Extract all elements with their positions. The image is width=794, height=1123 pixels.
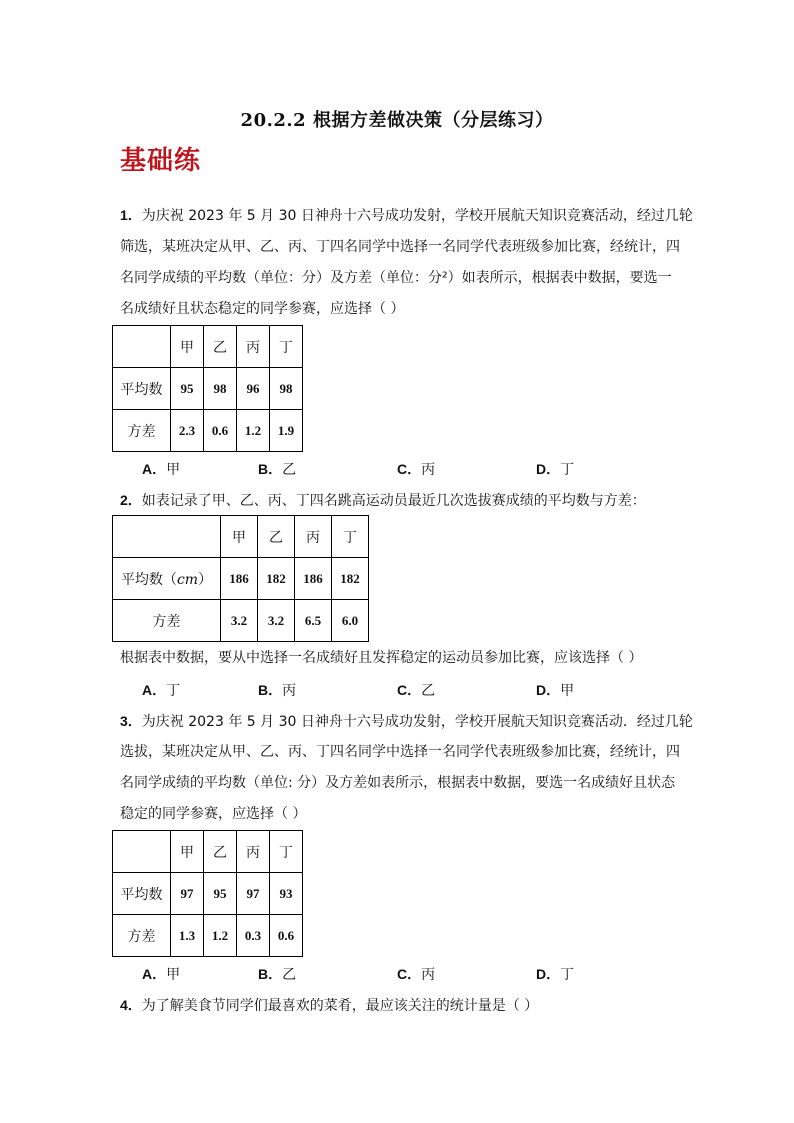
question-1-line-3: 名同学成绩的平均数（单位：分）及方差（单位：分²）如表所示，根据表中数据，要选一 — [120, 270, 672, 286]
option-b[interactable]: B．乙 — [258, 966, 297, 983]
table-cell: 95 — [171, 368, 204, 410]
table-cell: 乙 — [258, 516, 295, 558]
question-1-line-1: 1．为庆祝 2023 年 5 月 30 日神舟十六号成功发射，学校开展航天知识竞赛活动，经过几轮 — [120, 207, 693, 224]
table-cell: 182 — [332, 558, 369, 600]
option-c[interactable]: C．丙 — [397, 966, 436, 983]
table-row — [113, 873, 303, 915]
option-a[interactable]: A．甲 — [142, 461, 181, 478]
table-cell: 平均数 — [113, 873, 171, 915]
option-a[interactable]: A．丁 — [142, 682, 181, 699]
table-cell: 方差 — [113, 915, 171, 957]
unit-label: cm — [176, 571, 199, 588]
question-number: 3． — [120, 713, 142, 729]
table-cell: 93 — [270, 873, 303, 915]
table-cell: 98 — [270, 368, 303, 410]
question-number: 2． — [120, 492, 142, 508]
table-cell: 方差 — [113, 410, 171, 452]
table-cell: 3.2 — [221, 600, 258, 642]
table-cell: 丁 — [270, 326, 303, 368]
table-cell: 乙 — [204, 831, 237, 873]
table-cell: 丁 — [332, 516, 369, 558]
option-d[interactable]: D．甲 — [536, 682, 575, 699]
table-cell: 1.2 — [204, 915, 237, 957]
question-3-line-3: 名同学成绩的平均数（单位: 分）及方差如表所示，根据表中数据，要选一名成绩好且状态 — [120, 775, 676, 791]
table-cell: 丙 — [295, 516, 332, 558]
question-1-line-2: 筛选，某班决定从甲、乙、丙、丁四名同学中选择一名同学代表班级参加比赛，经统计，四 — [120, 239, 680, 255]
table-cell: 95 — [204, 873, 237, 915]
table-cell: 丁 — [270, 831, 303, 873]
option-c[interactable]: C．丙 — [397, 461, 436, 478]
option-b[interactable]: B．乙 — [258, 461, 297, 478]
table-cell: 0.6 — [204, 410, 237, 452]
option-b[interactable]: B．丙 — [258, 682, 297, 699]
table-cell: 3.2 — [258, 600, 295, 642]
table-row — [113, 915, 303, 957]
question-3-line-1: 3．为庆祝 2023 年 5 月 30 日神舟十六号成功发射，学校开展航天知识竞赛活动．经过几轮 — [120, 713, 693, 730]
question-2-after-text: 根据表中数据，要从中选择一名成绩好且发挥稳定的运动员参加比赛，应该选择（ ） — [120, 650, 643, 666]
page-title: 20.2.2 根据方差做决策（分层练习） — [240, 110, 554, 131]
table-cell — [113, 831, 171, 873]
table-cell: 182 — [258, 558, 295, 600]
question-number: 4． — [120, 997, 142, 1013]
option-d[interactable]: D．丁 — [536, 461, 575, 478]
table-cell: 平均数 — [113, 368, 171, 410]
question-1-line-4: 名成绩好且状态稳定的同学参赛，应选择（ ） — [120, 301, 405, 317]
table-cell: 2.3 — [171, 410, 204, 452]
table-row — [113, 410, 303, 452]
table-cell: 乙 — [204, 326, 237, 368]
table-row — [113, 368, 303, 410]
option-a[interactable]: A．甲 — [142, 966, 181, 983]
table-cell: 1.2 — [237, 410, 270, 452]
table-cell: 6.0 — [332, 600, 369, 642]
question-number: 1． — [120, 207, 142, 223]
table-cell: 方差 — [113, 600, 221, 642]
question-2-table — [112, 515, 369, 642]
table-cell: 0.6 — [270, 915, 303, 957]
table-header-row — [113, 831, 303, 873]
table-cell: 甲 — [221, 516, 258, 558]
table-cell: 丙 — [237, 831, 270, 873]
table-row — [113, 600, 369, 642]
table-header-row — [113, 516, 369, 558]
question-3-line-2: 选拔，某班决定从甲、乙、丙、丁四名同学中选择一名同学代表班级参加比赛，经统计，四 — [120, 744, 680, 760]
question-3-line-4: 稳定的同学参赛，应选择（ ） — [120, 806, 307, 822]
section-heading: 基础练 — [120, 146, 202, 176]
table-cell: 平均数（cm） — [113, 558, 221, 600]
table-header-row — [113, 326, 303, 368]
table-cell: 1.3 — [171, 915, 204, 957]
question-4-line-1: 4．为了解美食节同学们最喜欢的菜肴，最应该关注的统计量是（ ） — [120, 997, 539, 1014]
table-cell: 96 — [237, 368, 270, 410]
table-cell: 98 — [204, 368, 237, 410]
question-1-table — [112, 325, 303, 452]
table-cell: 丙 — [237, 326, 270, 368]
table-cell: 0.3 — [237, 915, 270, 957]
option-c[interactable]: C．乙 — [397, 682, 436, 699]
table-cell: 97 — [171, 873, 204, 915]
table-cell: 97 — [237, 873, 270, 915]
table-cell — [113, 516, 221, 558]
table-cell: 甲 — [171, 831, 204, 873]
option-d[interactable]: D．丁 — [536, 966, 575, 983]
question-2-line-1: 2．如表记录了甲、乙、丙、丁四名跳高运动员最近几次选拔赛成绩的平均数与方差： — [120, 492, 646, 509]
table-row — [113, 558, 369, 600]
table-cell: 1.9 — [270, 410, 303, 452]
table-cell: 186 — [221, 558, 258, 600]
question-3-table — [112, 830, 303, 957]
table-cell: 6.5 — [295, 600, 332, 642]
table-cell: 甲 — [171, 326, 204, 368]
table-cell — [113, 326, 171, 368]
table-cell: 186 — [295, 558, 332, 600]
